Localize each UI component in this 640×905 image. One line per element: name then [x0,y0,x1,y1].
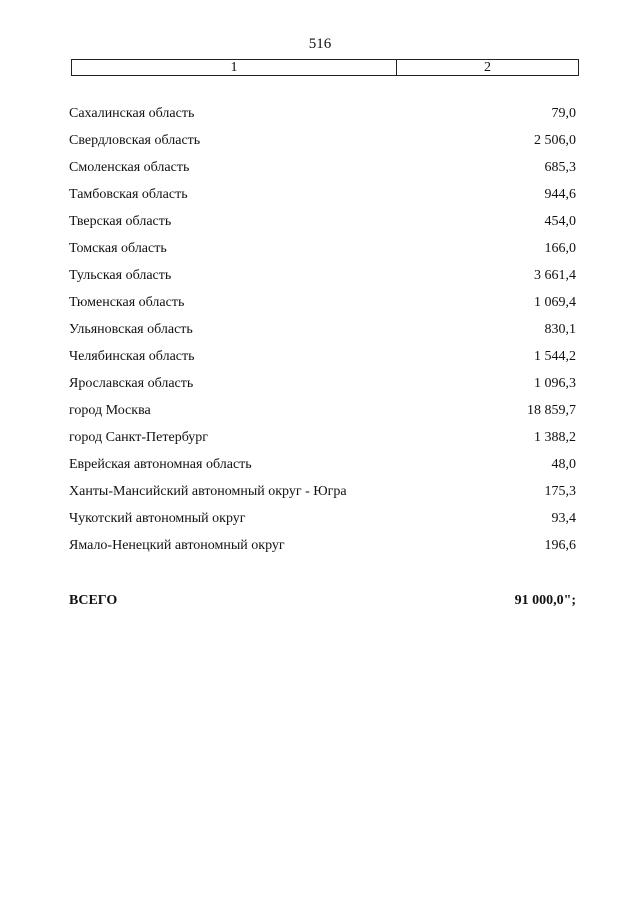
region-name: город Москва [69,403,151,418]
region-value: 1 096,3 [534,376,576,391]
column-header [71,59,579,76]
table-row [69,103,576,130]
region-name: Тюменская область [69,295,185,310]
region-value: 944,6 [544,187,576,202]
table-row [69,373,576,400]
table-row [69,535,576,562]
region-value: 196,6 [544,538,576,553]
region-name: Ханты-Мансийский автономный округ - Югра [69,484,347,499]
table-row [69,508,576,535]
column-header-2: 2 [484,60,491,75]
total-label: ВСЕГО [69,593,118,608]
region-name: Челябинская область [69,349,195,364]
region-value: 18 859,7 [527,403,576,418]
region-value: 93,4 [551,511,576,526]
region-value: 685,3 [544,160,576,175]
region-name: Ямало-Ненецкий автономный округ [69,538,285,553]
table-row [69,292,576,319]
region-value: 1 544,2 [534,349,576,364]
table-row [69,319,576,346]
region-name: Тульская область [69,268,172,283]
region-name: Ульяновская область [69,322,193,337]
region-value: 3 661,4 [534,268,576,283]
region-name: Тамбовская область [69,187,188,202]
table-row [69,238,576,265]
page-number: 516 [308,36,332,52]
total-value: 91 000,0"; [514,593,576,608]
table-row [69,400,576,427]
region-value: 175,3 [544,484,576,499]
table-row [69,481,576,508]
total-row [69,590,576,612]
region-value: 166,0 [544,241,576,256]
region-name: Смоленская область [69,160,190,175]
region-name: Ярославская область [69,376,194,391]
region-name: город Санкт-Петербург [69,430,209,445]
table-row [69,130,576,157]
region-name: Свердловская область [69,133,201,148]
table-row [69,454,576,481]
region-value: 1 069,4 [534,295,576,310]
region-name: Тверская область [69,214,172,229]
region-value: 48,0 [551,457,576,472]
table-row [69,157,576,184]
region-value: 454,0 [544,214,576,229]
region-value: 1 388,2 [534,430,576,445]
region-value: 830,1 [544,322,576,337]
table-row [69,265,576,292]
table-row [69,211,576,238]
table-row [69,184,576,211]
table-row [69,427,576,454]
region-value: 79,0 [551,106,576,121]
region-name: Чукотский автономный округ [69,511,246,526]
region-value: 2 506,0 [534,133,576,148]
region-name: Томская область [69,241,167,256]
region-name: Сахалинская область [69,106,195,121]
column-header-1: 1 [72,60,397,75]
region-table [69,103,576,562]
region-name: Еврейская автономная область [69,457,252,472]
table-row [69,346,576,373]
